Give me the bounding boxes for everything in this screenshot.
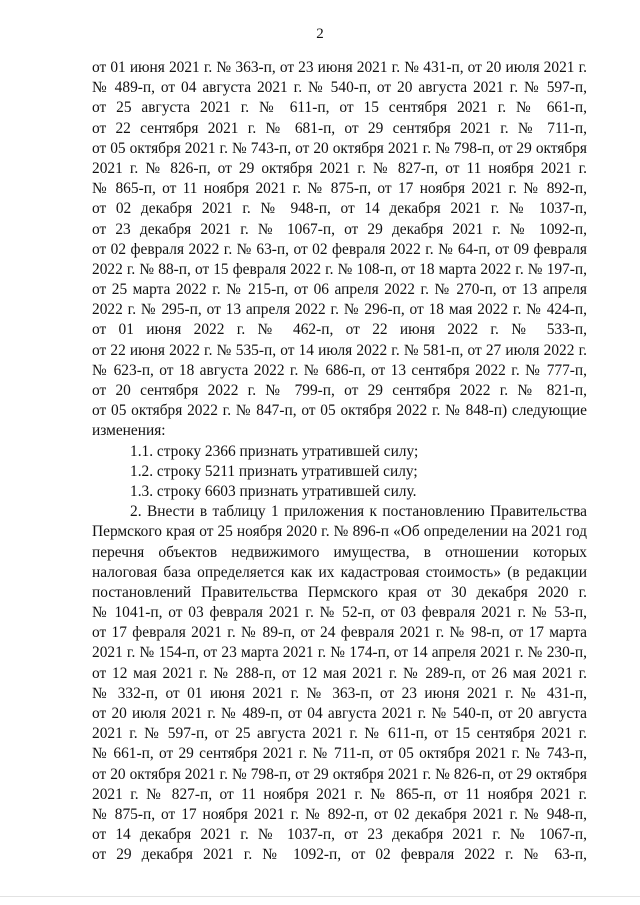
text-line: № 332-п, от 01 июня 2021 г. № 363-п, от 23 июня 2021 г. № 431-п,: [92, 684, 587, 702]
text-line: № 875-п, от 17 ноября 2021 г. № 892-п, от 02 декабря 2021 г. № 948-п,: [92, 805, 587, 823]
text-line: от 20 октября 2021 г. № 798-п, от 29 октября 2021 г. № 826-п, от 29 октября: [92, 765, 587, 783]
scan-edge-line: [0, 896, 640, 897]
text-line: 2021 г. № 827-п, от 11 ноября 2021 г. № 865-п, от 11 ноября 2021 г.: [92, 785, 587, 803]
text-line: от 23 декабря 2021 г. № 1067-п, от 29 декабря 2021 г. № 1092-п,: [92, 220, 587, 238]
text-line: 2021 г. № 597-п, от 25 августа 2021 г. № 611-п, от 15 сентября 2021 г.: [92, 725, 587, 743]
text-line: 1.1. строку 2366 признать утратившей силу;: [130, 442, 419, 460]
text-line: от 25 марта 2022 г. № 215-п, от 06 апреля 2022 г. № 270-п, от 13 апреля: [92, 281, 587, 299]
text-line: 2022 г. № 295-п, от 13 апреля 2022 г. № 296-п, от 18 мая 2022 г. № 424-п,: [92, 301, 587, 319]
text-line: от 02 февраля 2022 г. № 63-п, от 02 февраля 2022 г. № 64-п, от 09 февраля: [92, 240, 587, 258]
text-line: 1.3. строку 6603 признать утратившей силу.: [130, 482, 417, 500]
text-line: от 12 мая 2021 г. № 288-п, от 12 мая 2021 г. № 289-п, от 26 мая 2021 г.: [92, 664, 587, 682]
text-line: 2. Внести в таблицу 1 приложения к постановлению Правительства: [130, 503, 587, 521]
text-line: от 05 октября 2022 г. № 847-п, от 05 октября 2022 г. № 848-п) следующие: [92, 402, 587, 420]
text-line: от 14 декабря 2021 г. № 1037-п, от 23 декабря 2021 г. № 1067-п,: [92, 826, 587, 844]
text-line: № 489-п, от 04 августа 2021 г. № 540-п, от 20 августа 2021 г. № 597-п,: [92, 79, 587, 97]
text-line: 1.2. строку 5211 признать утратившей силу;: [130, 462, 418, 480]
text-line: от 22 сентября 2021 г. № 681-п, от 29 сентября 2021 г. № 711-п,: [92, 119, 587, 137]
text-line: от 17 февраля 2021 г. № 89-п, от 24 февраля 2021 г. № 98-п, от 17 марта: [92, 624, 587, 642]
text-line: от 05 октября 2021 г. № 743-п, от 20 октября 2021 г. № 798-п, от 29 октября: [92, 139, 587, 157]
text-line: 2021 г. № 154-п, от 23 марта 2021 г. № 174-п, от 14 апреля 2021 г. № 230-п,: [92, 644, 587, 662]
text-line: 2022 г. № 88-п, от 15 февраля 2022 г. № 108-п, от 18 марта 2022 г. № 197-п,: [92, 260, 587, 278]
text-line: № 865-п, от 11 ноября 2021 г. № 875-п, от 17 ноября 2021 г. № 892-п,: [92, 180, 587, 198]
text-line: перечня объектов недвижимого имущества, в отношении которых: [92, 543, 587, 561]
text-line: от 02 декабря 2021 г. № 948-п, от 14 декабря 2021 г. № 1037-п,: [92, 200, 587, 218]
text-line: от 01 июня 2021 г. № 363-п, от 23 июня 2021 г. № 431-п, от 20 июля 2021 г.: [92, 59, 587, 76]
page-number: 2: [316, 26, 324, 42]
text-line: от 01 июня 2022 г. № 462-п, от 22 июня 2022 г. № 533-п,: [92, 321, 587, 339]
text-line: № 1041-п, от 03 февраля 2021 г. № 52-п, от 03 февраля 2021 г. № 53-п,: [92, 604, 587, 622]
text-line: от 20 сентября 2022 г. № 799-п, от 29 сентября 2022 г. № 821-п,: [92, 382, 587, 399]
text-line: 2021 г. № 826-п, от 29 октября 2021 г. № 827-п, от 11 ноября 2021 г.: [92, 159, 587, 177]
text-line: постановлений Правительства Пермского края от 30 декабря 2020 г.: [92, 583, 587, 601]
text-line: от 22 июня 2022 г. № 535-п, от 14 июля 2022 г. № 581-п, от 27 июля 2022 г.: [92, 341, 587, 359]
text-line: Пермского края от 25 ноября 2020 г. № 896-п «Об определении на 2021 год: [92, 523, 587, 541]
text-line: от 29 декабря 2021 г. № 1092-п, от 02 февраля 2022 г. № 63-п,: [92, 846, 587, 864]
text-line: № 623-п, от 18 августа 2022 г. № 686-п, от 13 сентября 2022 г. № 777-п,: [92, 361, 587, 379]
text-line: от 20 июля 2021 г. № 489-п, от 04 августа 2021 г. № 540-п, от 20 августа: [92, 705, 587, 722]
text-line: изменения:: [92, 422, 166, 440]
text-line: от 25 августа 2021 г. № 611-п, от 15 сентября 2021 г. № 661-п,: [92, 99, 587, 117]
text-line: № 661-п, от 29 сентября 2021 г. № 711-п, от 05 октября 2021 г. № 743-п,: [92, 745, 587, 763]
text-line: налоговая база определяется как их кадастровая стоимость» (в редакции: [92, 563, 587, 581]
document-body: [92, 58, 587, 866]
